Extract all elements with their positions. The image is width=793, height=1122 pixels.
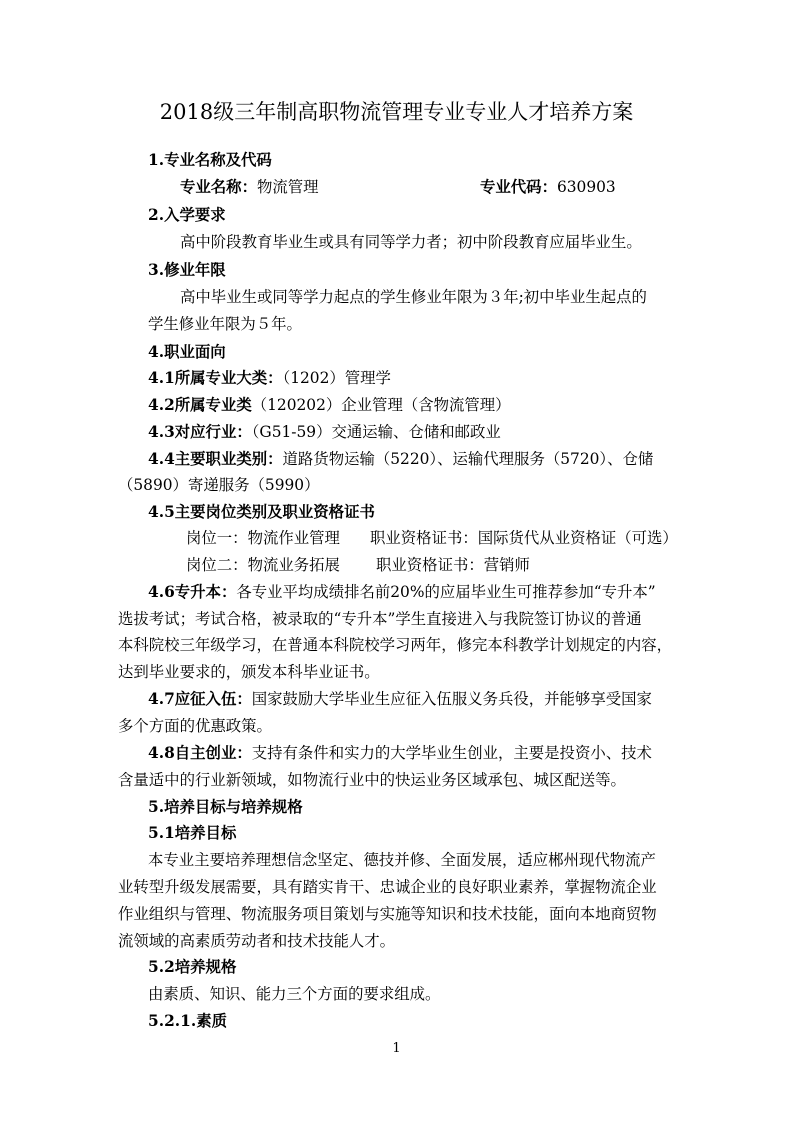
- objective-line3: 作业组织与管理、物流服务项目策划与实施等知识和技术技能，面向本地商贸物: [118, 905, 657, 923]
- objective-line4: 流领域的高素质劳动者和技术技能人才。: [118, 932, 396, 950]
- item-4-8: [148, 743, 652, 763]
- specification-text: 由素质、知识、能力三个方面的要求组成。: [148, 985, 441, 1003]
- item-4-3: [148, 422, 501, 442]
- section-heading-1: 1.专业名称及代码: [148, 151, 272, 169]
- major-code-label: 专业代码：: [480, 178, 557, 196]
- item-4-7: [148, 689, 652, 709]
- item-4-6-line4: 达到毕业要求的，颁发本科毕业证书。: [118, 663, 380, 681]
- objective-line1: 本专业主要培养理想信念坚定、德技并修、全面发展，适应郴州现代物流产: [148, 851, 656, 869]
- section-heading-4: 4.职业面向: [148, 343, 226, 361]
- item-4-1-label: 4.1所属专业大类：: [148, 369, 283, 387]
- item-4-8-label: 4.8自主创业：: [148, 744, 252, 762]
- item-4-8-line1: 支持有条件和实力的大学毕业生创业，主要是投资小、技术: [251, 744, 652, 762]
- subsection-heading-5-2: 5.2培养规格: [148, 958, 237, 976]
- subsection-heading-5-1: 5.1培养目标: [148, 824, 237, 842]
- item-4-1: [148, 368, 391, 388]
- cert-1: 职业资格证书：国际货代从业资格证（可选）: [370, 529, 678, 547]
- item-4-7-label: 4.7应征入伍：: [148, 690, 252, 708]
- item-4-7-line2: 多个方面的优惠政策。: [118, 717, 272, 735]
- item-4-3-label: 4.3对应行业：: [148, 423, 252, 441]
- document-title: 2018级三年制高职物流管理专业专业人才培养方案: [159, 100, 634, 124]
- item-4-4-value-line2: （5890）寄递服务（5990）: [118, 476, 320, 494]
- major-name-value: 物流管理: [256, 178, 319, 196]
- post-1: 岗位一：物流作业管理: [186, 529, 340, 547]
- section-heading-3: 3.修业年限: [148, 261, 226, 279]
- item-4-2-value: （120202）企业管理（含物流管理）: [251, 396, 511, 414]
- major-code-line: [480, 177, 616, 197]
- duration-text-line2: 学生修业年限为５年。: [148, 315, 302, 333]
- subsection-heading-5-2-1: 5.2.1.素质: [148, 1012, 227, 1030]
- item-4-6-line1: 各专业平均成绩排名前20%的应届毕业生可推荐参加“专升本”: [236, 583, 656, 601]
- duration-text-line1: 高中毕业生或同等学力起点的学生修业年限为３年;初中毕业生起点的: [180, 288, 647, 306]
- cert-2: 职业资格证书：营销师: [376, 556, 530, 574]
- item-4-6-line3: 本科院校三年级学习，在普通本科院校学习两年，修完本科教学计划规定的内容，: [118, 636, 673, 654]
- item-4-5-heading: 4.5主要岗位类别及职业资格证书: [148, 503, 375, 521]
- item-4-4-value-line1: 道路货物运输（5220）、运输代理服务（5720）、仓储: [282, 450, 654, 468]
- item-4-6-line2: 选拔考试；考试合格，被录取的“专升本”学生直接进入与我院签订协议的普通: [118, 610, 642, 628]
- section-heading-2: 2.入学要求: [148, 206, 226, 224]
- major-name-label: 专业名称：: [180, 178, 257, 196]
- item-4-6-label: 4.6专升本：: [148, 583, 237, 601]
- item-4-6: [148, 582, 656, 602]
- item-4-7-line1: 国家鼓励大学毕业生应征入伍服义务兵役，并能够享受国家: [251, 690, 652, 708]
- item-4-1-value: （1202）管理学: [282, 369, 391, 387]
- major-name-line: [180, 177, 319, 197]
- item-4-2-label: 4.2所属专业类: [148, 396, 252, 414]
- item-4-2: [148, 395, 511, 415]
- post-2: 岗位二：物流业务拓展: [186, 556, 340, 574]
- major-code-value: 630903: [556, 178, 616, 196]
- item-4-4-label: 4.4主要职业类别：: [148, 450, 283, 468]
- item-4-3-value: （G51-59）交通运输、仓储和邮政业: [251, 423, 501, 441]
- section-heading-5: 5.培养目标与培养规格: [148, 798, 303, 816]
- item-4-8-line2: 含量适中的行业新领域，如物流行业中的快运业务区域承包、城区配送等。: [118, 771, 626, 789]
- admission-text: 高中阶段教育毕业生或具有同等学力者；初中阶段教育应届毕业生。: [180, 233, 642, 251]
- page-number: 1: [392, 1041, 401, 1056]
- item-4-4: [148, 449, 653, 469]
- objective-line2: 业转型升级发展需要，具有踏实肯干、忠诚企业的良好职业素养，掌握物流企业: [118, 878, 657, 896]
